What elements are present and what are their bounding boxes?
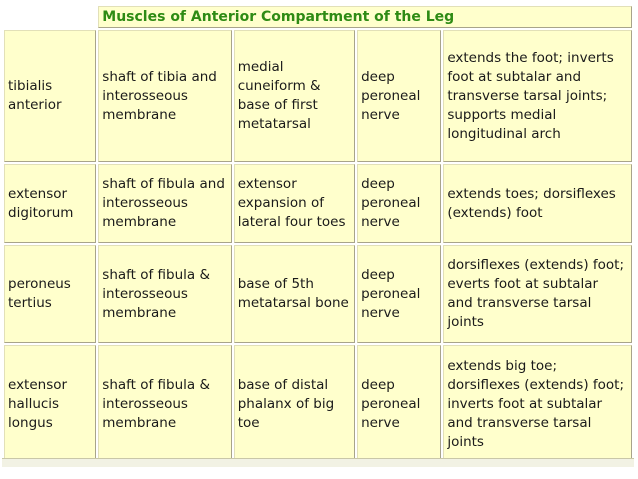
origin-cell: shaft of fibula & interosseous membrane xyxy=(98,245,231,343)
table-bottom-edge xyxy=(2,458,634,467)
table-title: Muscles of Anterior Compartment of the Leg xyxy=(98,6,632,28)
muscle-cell: peroneus tertius xyxy=(4,245,96,343)
origin-cell: shaft of tibia and interosseous membrane xyxy=(98,30,231,162)
muscle-cell: extensor digitorum xyxy=(4,164,96,243)
table-row xyxy=(4,345,632,463)
insertion-cell: medial cuneiform & base of first metatarsal xyxy=(234,30,355,162)
origin-cell: shaft of fibula and interosseous membrane xyxy=(98,164,231,243)
insertion-cell: base of 5th metatarsal bone xyxy=(234,245,355,343)
muscle-cell: extensor hallucis longus xyxy=(4,345,96,463)
table-title-row xyxy=(4,6,632,28)
nerve-cell: deep peroneal nerve xyxy=(357,245,441,343)
nerve-cell: deep peroneal nerve xyxy=(357,164,441,243)
title-corner-cell xyxy=(4,6,96,28)
insertion-cell: extensor expansion of lateral four toes xyxy=(234,164,355,243)
nerve-cell: deep peroneal nerve xyxy=(357,345,441,463)
insertion-cell: base of distal phalanx of big toe xyxy=(234,345,355,463)
table-row xyxy=(4,245,632,343)
muscle-table xyxy=(2,4,634,465)
action-cell: extends the foot; inverts foot at subtalar and transverse tarsal joints; supports medial longitudinal arch xyxy=(443,30,632,162)
action-cell: extends toes; dorsiflexes (extends) foot xyxy=(443,164,632,243)
nerve-cell: deep peroneal nerve xyxy=(357,30,441,162)
action-cell: extends big toe; dorsiflexes (extends) foot; inverts foot at subtalar and transverse tarsal joints xyxy=(443,345,632,463)
origin-cell: shaft of fibula & interosseous membrane xyxy=(98,345,231,463)
muscle-cell: tibialis anterior xyxy=(4,30,96,162)
table-row xyxy=(4,164,632,243)
muscle-table-frame xyxy=(2,4,634,464)
table-row xyxy=(4,30,632,162)
action-cell: dorsiflexes (extends) foot; everts foot at subtalar and transverse tarsal joints xyxy=(443,245,632,343)
